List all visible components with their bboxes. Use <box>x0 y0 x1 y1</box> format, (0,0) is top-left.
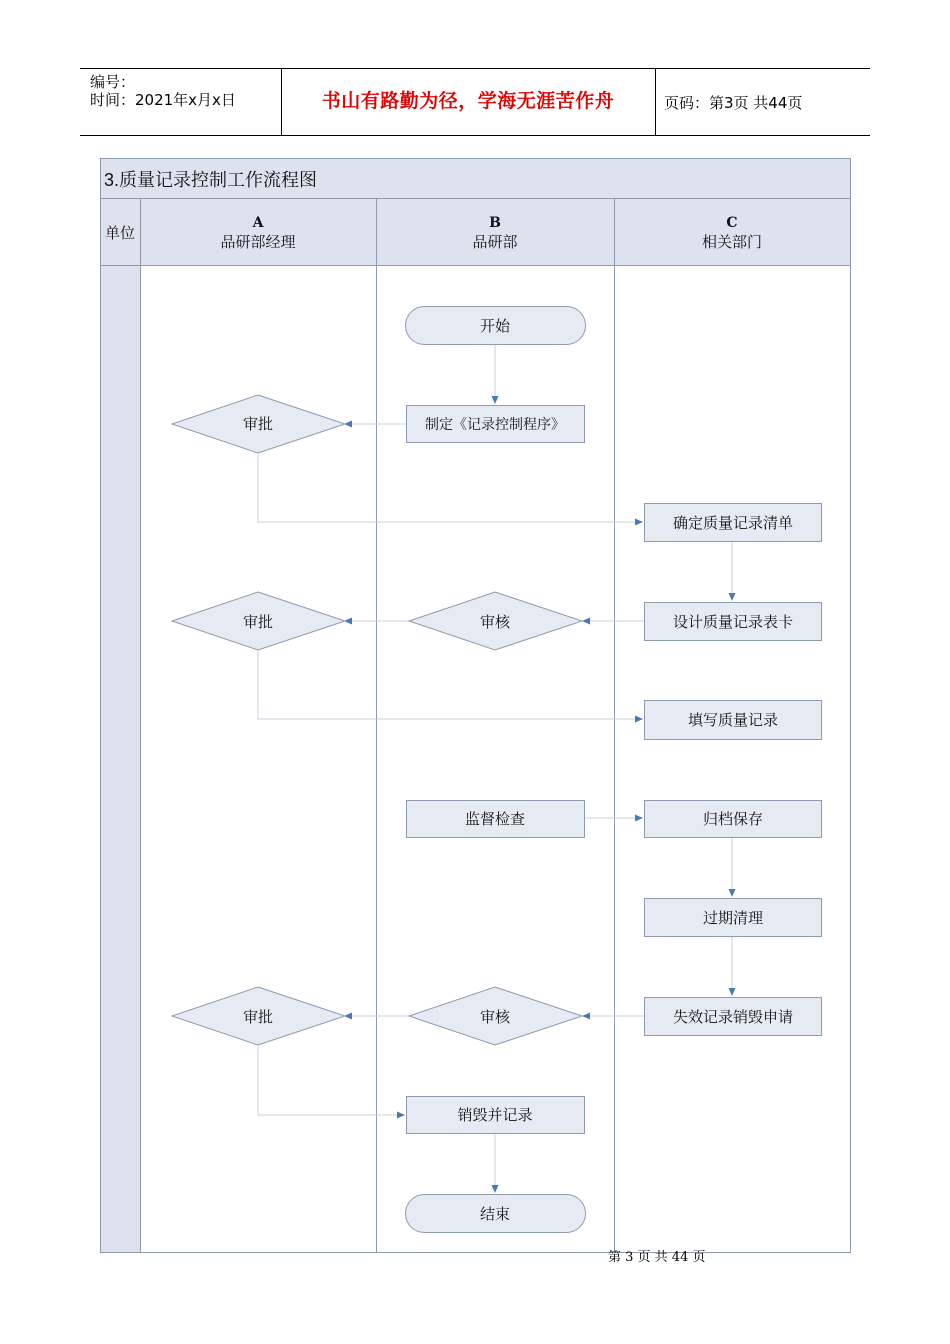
document-date: 时间：2021年x月x日 <box>90 91 236 109</box>
lane-a-letter: A <box>252 215 264 231</box>
flowchart-title: 3.质量记录控制工作流程图 <box>104 170 318 190</box>
approve-label-1: 审批 <box>242 415 274 433</box>
lane-b-name: 品研部 <box>472 233 518 251</box>
destroy-and-record-label: 销毁并记录 <box>457 1106 533 1124</box>
destroy-request-label: 失效记录销毁申请 <box>672 1008 794 1026</box>
lane-c-letter: C <box>726 215 738 231</box>
document-number: 编号： <box>90 73 136 91</box>
connector <box>258 650 642 719</box>
start-label: 开始 <box>479 317 511 335</box>
confirm-list-label: 确定质量记录清单 <box>672 514 794 532</box>
end-label: 结束 <box>479 1205 511 1223</box>
connector <box>258 1045 404 1115</box>
approve-label-3: 审批 <box>242 1008 274 1026</box>
archive-label: 归档保存 <box>702 810 764 828</box>
fill-records-label: 填写质量记录 <box>687 711 779 729</box>
lane-c-name: 相关部门 <box>701 233 763 251</box>
lane-header-band <box>101 199 850 265</box>
review-label-2: 审核 <box>479 1008 511 1026</box>
page-indicator: 页码：第3页 共44页 <box>664 94 803 112</box>
supervise-label: 监督检查 <box>464 810 526 828</box>
lane-a-name: 品研部经理 <box>220 233 296 251</box>
define-procedure-label: 制定《记录控制程序》 <box>425 417 565 433</box>
design-forms-label: 设计质量记录表卡 <box>672 613 794 631</box>
page-footer: 第 3 页 共 44 页 <box>608 1250 706 1265</box>
connector <box>258 453 642 522</box>
unit-label: 单位 <box>104 224 136 242</box>
unit-column-fill <box>101 266 140 1252</box>
lane-b-letter: B <box>489 215 501 231</box>
expire-cleanup-label: 过期清理 <box>702 909 764 927</box>
motto-text: 书山有路勤为径，学海无涯苦作舟 <box>321 90 615 112</box>
review-label-1: 审核 <box>479 613 511 631</box>
approve-label-2: 审批 <box>242 613 274 631</box>
